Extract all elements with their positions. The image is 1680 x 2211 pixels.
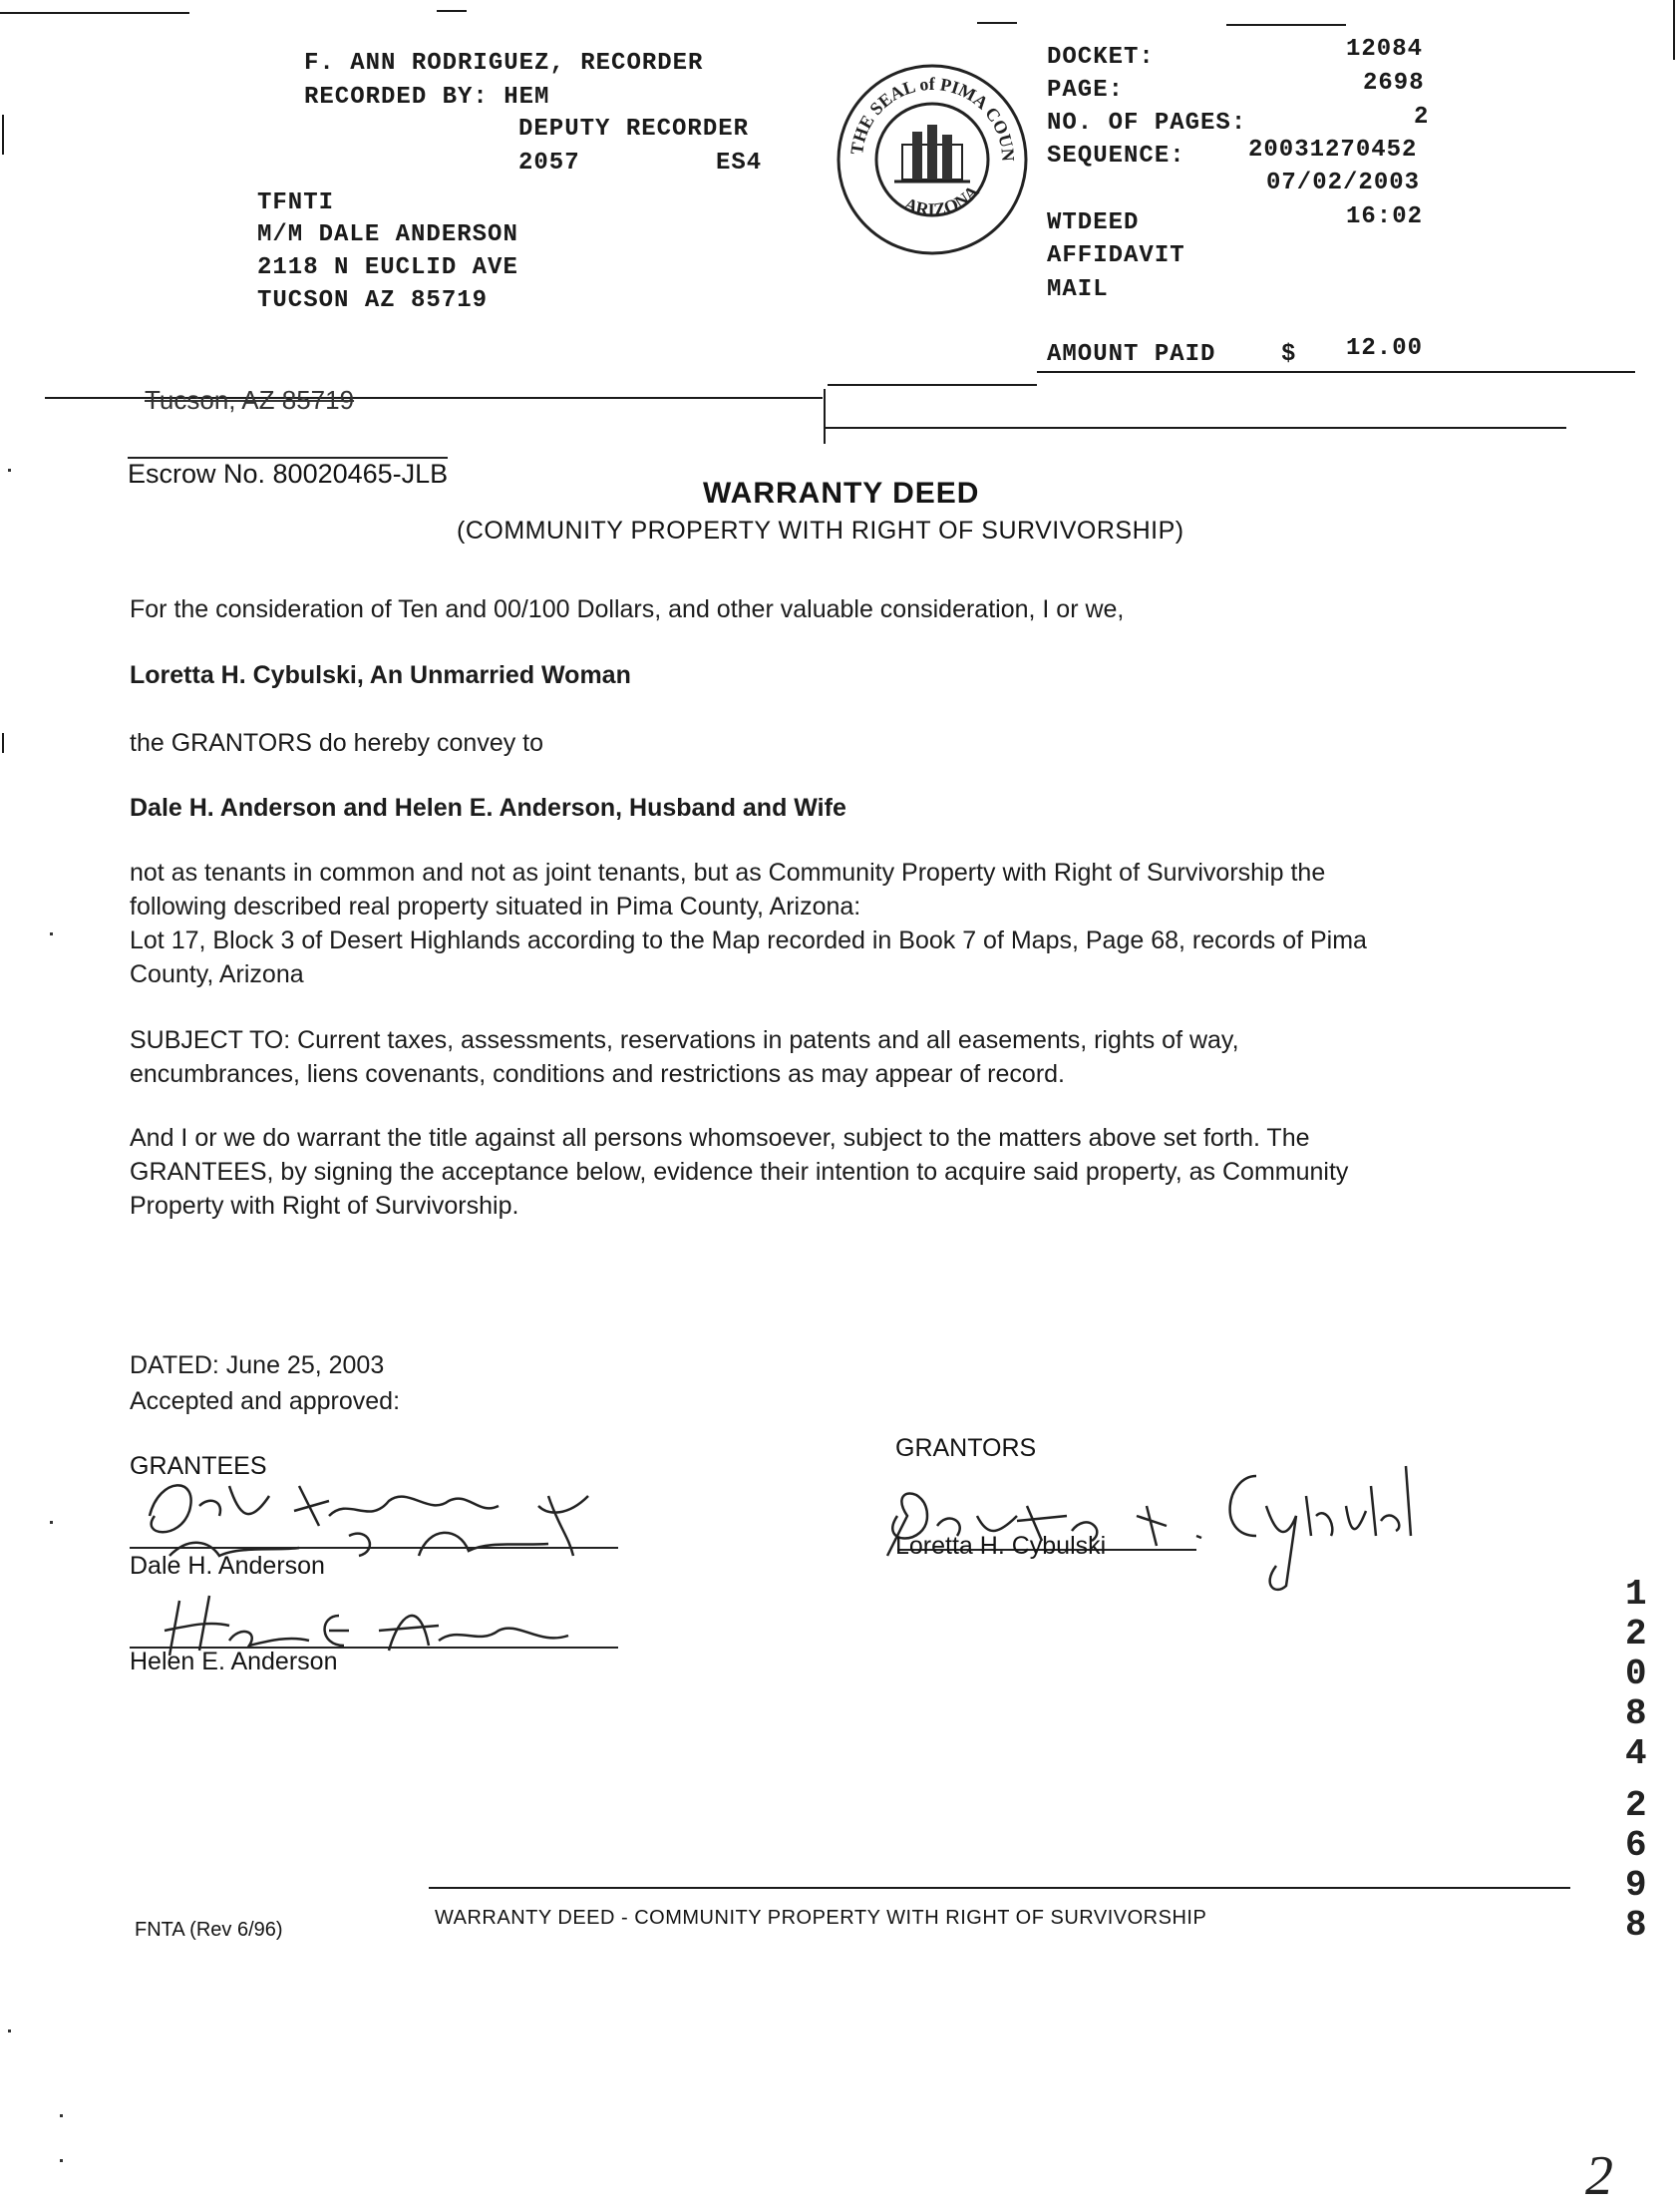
grantee2-name: Helen E. Anderson	[130, 1648, 338, 1675]
convey-clause: the GRANTORS do hereby convey to	[130, 729, 544, 757]
header-divider	[824, 389, 826, 444]
dated-line: DATED: June 25, 2003	[130, 1351, 385, 1379]
recorder-code-left: 2057	[518, 150, 580, 177]
crossed-out-address: Tucson, AZ 85719	[145, 385, 355, 415]
page-label: PAGE:	[1047, 77, 1125, 104]
side-stamp-digit-9: 8	[1625, 1905, 1647, 1946]
seal-graphic	[833, 60, 1032, 259]
warrant-line-1: And I or we do warrant the title against all persons whomsoever, subject to the matters above set forth. The	[130, 1124, 1310, 1152]
left-edge-mark-1	[2, 115, 4, 155]
speck-4	[8, 2029, 11, 2032]
legal-line-1: Lot 17, Block 3 of Desert Highlands according to the Map recorded in Book 7 of Maps, Page 68, records of Pima	[130, 926, 1367, 954]
amount-label: AMOUNT PAID	[1047, 341, 1216, 368]
side-stamp-digit-5: 4	[1625, 1733, 1647, 1774]
page-value: 2698	[1363, 70, 1425, 97]
page-mark: 2	[1585, 2145, 1613, 2207]
header-rule-1b	[828, 384, 1037, 386]
subject-line-1: SUBJECT TO: Current taxes, assessments, reservations in patents and all easements, rights of way,	[130, 1026, 1239, 1054]
top-rule-mid	[437, 10, 467, 12]
legal-line-2: County, Arizona	[130, 960, 304, 988]
speck-3	[50, 1521, 53, 1524]
side-stamp-digit-4: 8	[1625, 1693, 1647, 1734]
return-street: 2118 N EUCLID AVE	[257, 254, 518, 281]
sequence-label: SEQUENCE:	[1047, 143, 1185, 170]
return-name: M/M DALE ANDERSON	[257, 221, 518, 248]
grantor-signature	[867, 1446, 1466, 1606]
side-stamp-digit-2: 2	[1625, 1614, 1647, 1655]
accepted-line: Accepted and approved:	[130, 1387, 401, 1415]
return-code: TFNTI	[257, 189, 335, 216]
time-value: 16:02	[1346, 203, 1424, 230]
speck-2	[50, 932, 53, 935]
top-rule-left	[0, 12, 189, 14]
property-line-1: not as tenants in common and not as joint tenants, but as Community Property with Right of Survivorship the	[130, 859, 1326, 887]
right-edge-mark	[1673, 0, 1675, 60]
county-seal	[833, 60, 1032, 259]
speck-1	[8, 469, 11, 472]
affidavit: AFFIDAVIT	[1047, 242, 1185, 269]
recorder-name: F. ANN RODRIGUEZ, RECORDER	[304, 50, 704, 77]
pages-value: 2	[1414, 104, 1430, 131]
grantor-name: Loretta H. Cybulski, An Unmarried Woman	[130, 661, 631, 689]
property-line-2: following described real property situated in Pima County, Arizona:	[130, 893, 861, 921]
form-code: FNTA (Rev 6/96)	[135, 1919, 283, 1941]
grantees-label: GRANTEES	[130, 1452, 267, 1480]
pages-label: NO. OF PAGES:	[1047, 110, 1247, 137]
amount-currency: $	[1281, 341, 1297, 368]
recorder-code-right: ES4	[716, 150, 763, 177]
top-rule-right	[977, 22, 1017, 24]
return-city: TUCSON AZ 85719	[257, 287, 489, 314]
date-value: 07/02/2003	[1266, 170, 1421, 196]
form-title: WARRANTY DEED - COMMUNITY PROPERTY WITH RIGHT OF SURVIVORSHIP	[435, 1907, 1207, 1929]
amount-value: 12.00	[1346, 335, 1424, 362]
grantee1-name: Dale H. Anderson	[130, 1552, 325, 1580]
recorded-by: RECORDED BY: HEM	[304, 84, 550, 111]
seal-bottom-text: ARIZONA	[901, 181, 983, 220]
grantor-name: Loretta H. Cybulski	[895, 1532, 1107, 1560]
speck-5	[60, 2114, 63, 2117]
docket-value: 12084	[1346, 36, 1424, 63]
deed-subtitle: (COMMUNITY PROPERTY WITH RIGHT OF SURVIVORSHIP)	[457, 517, 1184, 545]
speck-6	[60, 2159, 63, 2162]
warrant-line-2: GRANTEES, by signing the acceptance below, evidence their intention to acquire said property, as Community	[130, 1158, 1349, 1186]
sequence-value: 20031270452	[1248, 137, 1418, 164]
subject-line-2: encumbrances, liens covenants, conditions and restrictions as may appear of record.	[130, 1060, 1065, 1088]
header-rule-2	[824, 427, 1566, 429]
side-stamp-digit-8: 9	[1625, 1865, 1647, 1906]
deed-type: WTDEED	[1047, 209, 1140, 236]
grantee1-signature	[130, 1456, 628, 1566]
side-stamp-digit-1: 1	[1625, 1574, 1647, 1615]
deed-title: WARRANTY DEED	[703, 477, 980, 510]
grantee-names: Dale H. Anderson and Helen E. Anderson, Husband and Wife	[130, 794, 846, 822]
docket-label: DOCKET:	[1047, 44, 1155, 71]
top-rule-far-right	[1226, 24, 1346, 26]
consideration-clause: For the consideration of Ten and 00/100 Dollars, and other valuable consideration, I or we,	[130, 595, 1125, 623]
side-stamp-digit-6: 2	[1625, 1785, 1647, 1826]
left-edge-mark-2	[2, 733, 4, 753]
footer-rule	[429, 1887, 1570, 1889]
seal-top-text: THE SEAL of PIMA COUN	[846, 73, 1019, 163]
mail: MAIL	[1047, 276, 1109, 303]
escrow-number: Escrow No. 80020465-JLB	[128, 459, 449, 489]
side-stamp-digit-3: 0	[1625, 1654, 1647, 1694]
warrant-line-3: Property with Right of Survivorship.	[130, 1192, 519, 1220]
amount-underline	[1037, 371, 1635, 373]
grantors-label: GRANTORS	[895, 1434, 1037, 1462]
side-stamp-digit-7: 6	[1625, 1825, 1647, 1866]
deputy-recorder: DEPUTY RECORDER	[518, 116, 750, 143]
